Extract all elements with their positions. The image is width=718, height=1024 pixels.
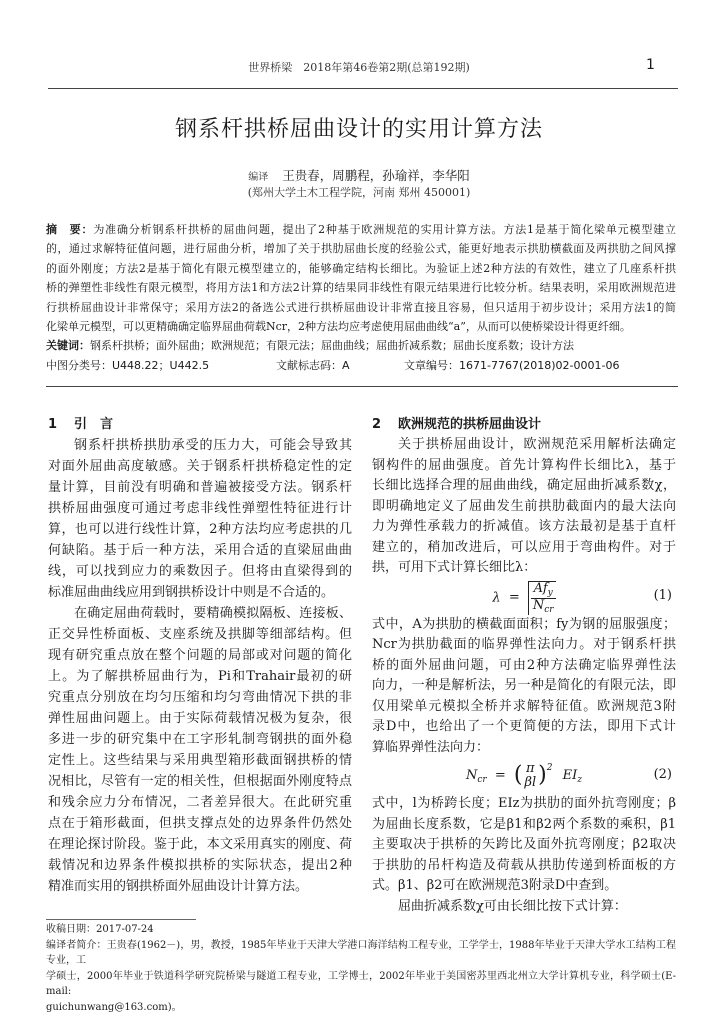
line-text: 化梁单元模型，可以更精确确定临界屈曲荷载Ncr，2种方法均应考虑使用屈曲曲线“a”，从而可以使桥梁设计得更纤细。 xyxy=(46,320,631,334)
translator-tag: 编译 xyxy=(248,172,269,183)
text-line xyxy=(48,687,352,708)
line-text: 钢系杆拱桥拱肋承受的压力大，可能会导致其 xyxy=(74,438,352,453)
text-line xyxy=(48,813,352,834)
sqrt-sign xyxy=(528,581,556,615)
line-text: 和残余应力分布情况，二者差异很大。在此研究重 xyxy=(48,795,352,810)
line-text: 主要取决于拱桥的矢跨比及面外抗弯刚度；β2取决 xyxy=(372,837,676,852)
text-line xyxy=(372,697,676,718)
denominator: βl xyxy=(524,774,537,790)
right-column xyxy=(372,414,676,917)
section-title: 欧洲规范的拱桥屈曲设计 xyxy=(398,417,542,432)
subscript: cr xyxy=(544,604,554,615)
fraction xyxy=(522,762,538,790)
keywords-value: 钢系杆拱桥；面外屈曲；欧洲规范；有限元法；屈曲曲线；屈曲折减系数；屈曲长度系数；设计方法 xyxy=(90,339,574,353)
paragraph xyxy=(48,603,352,897)
line-text: 关于拱桥屈曲设计，欧洲规范采用解析法确定 xyxy=(398,437,676,452)
subscript: cr xyxy=(477,775,487,785)
text-line xyxy=(372,676,676,697)
footnote xyxy=(46,922,676,1015)
line-text: 式。β1、β2可在欧洲规范3附录D中查到。 xyxy=(372,878,618,893)
paragraph xyxy=(48,435,352,603)
line-text: 桥的弹塑性非线性有限元模型，将用方法1和方法2计算的结果同非线性有限元结果进行比较分析。结果表明，采用欧洲规范进 xyxy=(46,281,676,295)
line-text: 桥的面外屈曲问题，可由2种方法确定临界弹性法 xyxy=(372,657,676,673)
text-line xyxy=(48,456,352,477)
text-line xyxy=(372,656,676,677)
line-text: 在理论探讨阶段。鉴于此，本文采用真实的刚度、荷 xyxy=(48,837,352,852)
line-text: 多进一步的研究集中在工字形轧制弯钢拱的面外稳 xyxy=(48,732,352,747)
numerator: π xyxy=(526,760,535,776)
eq-rhs: EI xyxy=(562,768,578,783)
line-text: 编译者简介：王贵春(1962－)，男，教授，1985年毕业于天津大学港口海洋结构工程专业，工学学士，1988年毕业于天津大学水工结构工程专业，工 xyxy=(46,939,676,966)
line-text: 在确定屈曲荷载时，要精确模拟隔板、连接板、 xyxy=(74,606,352,621)
line-text: 精准而实用的钢拱桥面外屈曲设计计算方法。 xyxy=(48,879,309,894)
left-paren: ( xyxy=(513,762,523,788)
equation-1 xyxy=(372,579,676,615)
exponent: 2 xyxy=(546,763,553,773)
left-column xyxy=(48,414,352,897)
line-text: 算，也可以进行线性计算，2种方法均应考虑拱的几 xyxy=(48,522,352,537)
line-text: 正交异性桥面板、支座系统及拱脚等细部结构。但 xyxy=(48,627,352,642)
fraction xyxy=(531,582,556,615)
author-names: 王贵春，周鹏程，孙瑜祥，李华阳 xyxy=(282,168,470,183)
document-code: 文献标志码：A xyxy=(276,358,350,372)
text-line xyxy=(48,834,352,855)
text-line xyxy=(372,876,676,897)
text-line xyxy=(372,517,676,538)
section-heading-2 xyxy=(372,414,676,435)
line-text: 的，通过求解特征值问题，进行屈曲分析，增加了关于拱肋屈曲长度的经验公式，能更好地表示拱肋横截面及两拱肋之间风撑 xyxy=(46,242,676,256)
author-line xyxy=(0,166,718,184)
line-text: 定性上。这些结果与采用典型箱形截面钢拱桥的情 xyxy=(48,753,352,768)
line-text: 上。为了解拱桥屈曲行为，Pi和Trahair最初的研 xyxy=(48,669,352,684)
text-line xyxy=(372,738,676,759)
line-text: 学硕士，2000年毕业于铁道科学研究院桥梁与隧道工程专业，工学博士，2002年毕业于美国密苏里西北州立大学计算机专业，科学硕士(E-mail: xyxy=(46,970,676,997)
text-line xyxy=(46,239,676,258)
subscript: z xyxy=(577,775,583,785)
line-text: 为屈曲长度系数，它是β1和β2两个系数的乘积，β1 xyxy=(372,816,676,832)
text-line xyxy=(372,615,676,636)
line-text: 现有研究重点放在整个问题的局部或对问题的简化 xyxy=(48,648,352,663)
line-text: 何缺陷。基于后一种方法，采用合适的直梁屈曲曲 xyxy=(48,543,352,558)
line-text: 的面外刚度；方法2是基于简化有限元模型建立的，能够确定结构长细比。为验证上述2种方法的有效性，建立了几座系杆拱 xyxy=(46,261,676,275)
text-line xyxy=(48,750,352,771)
line-text: 弹性屈曲问题上。由于实际荷载情况极为复杂，很 xyxy=(48,711,352,726)
text-line xyxy=(372,558,676,579)
text-line xyxy=(48,771,352,792)
text-line xyxy=(48,519,352,540)
line-text: Ncr为拱肋截面的临界弹性法向力。对于钢系杆拱 xyxy=(372,637,676,652)
section-title: 引 言 xyxy=(74,417,114,432)
text-line xyxy=(372,794,676,815)
text-line xyxy=(48,540,352,561)
line-text: 量计算，目前没有明确和普遍被接受方法。钢系杆 xyxy=(48,480,352,495)
eq-sign: = xyxy=(494,768,506,783)
header-rule xyxy=(48,88,678,89)
affiliation: (郑州大学土木工程学院，河南 郑州 450001) xyxy=(247,186,471,199)
line-text: 拱，可用下式计算长细比λ： xyxy=(372,560,537,575)
text-line xyxy=(372,497,676,518)
line-text: 钢构件的屈曲强度。首先计算构件长细比λ，基于 xyxy=(372,457,676,473)
paragraph xyxy=(372,897,676,918)
page-number: 1 xyxy=(646,57,655,73)
line-text: 况相比，尽管有一定的相关性，但根据面外刚度特点 xyxy=(48,774,352,789)
front-matter xyxy=(46,220,676,375)
line-text: 行拱桥屈曲设计非常保守；采用方法2的备选公式进行拱桥屈曲设计非常直接且容易，但只适用于初步设计；采用方法1的简 xyxy=(46,300,676,314)
line-text: 为准确分析钢系杆拱桥的屈曲问题，提出了2种基于欧洲规范的实用计算方法。方法1是基于简化梁单元模型建立 xyxy=(93,223,677,236)
line-text: 线，可以找到应力的乘数因子。但将由直梁得到的 xyxy=(48,564,352,579)
line-text: 即明确地定义了屈曲发生前拱肋截面内的最大法向 xyxy=(372,498,676,514)
line-text: 于拱肋的吊杆构造及荷载从拱肋传递到桥面板的方 xyxy=(372,857,676,873)
line-text: guichunwang@163.com)。 xyxy=(46,1001,182,1013)
equation-2 xyxy=(372,758,676,794)
text-line xyxy=(48,561,352,582)
paragraph xyxy=(372,435,676,579)
text-line xyxy=(48,582,352,603)
denominator: N xyxy=(532,597,545,613)
paper-title: 钢系杆拱桥屈曲设计的实用计算方法 xyxy=(174,117,543,142)
keywords-label: 关键词： xyxy=(46,339,90,353)
line-text: 算临界弹性法向力： xyxy=(372,739,490,755)
text-line xyxy=(46,298,676,317)
text-line xyxy=(48,477,352,498)
line-text: 屈曲折减系数χ可由长细比按下式计算： xyxy=(398,898,627,914)
footnote-rule xyxy=(46,919,196,920)
section-heading-1 xyxy=(48,414,352,435)
text-line xyxy=(372,856,676,877)
line-text: 向力，一种是解析法，另一种是简化的有限元法，即 xyxy=(372,678,676,693)
line-text: 收稿日期：2017-07-24 xyxy=(46,924,154,935)
section-number: 2 xyxy=(372,417,382,432)
text-line xyxy=(48,435,352,456)
paragraph xyxy=(372,794,676,897)
abstract xyxy=(46,220,676,336)
text-line xyxy=(48,876,352,897)
text-line xyxy=(372,897,676,918)
classification-line xyxy=(46,356,676,375)
text-line xyxy=(372,835,676,856)
line-text: 究重点分别放在均匀压缩和均匀弯曲情况下拱的非 xyxy=(48,690,352,705)
line-text: 式中，A为拱肋的横截面面积；fy为钢的屈服强度； xyxy=(372,616,676,632)
text-line xyxy=(46,922,676,938)
text-line xyxy=(46,220,676,239)
equation-number: (1) xyxy=(653,587,672,603)
abstract-label: 摘 要： xyxy=(46,223,94,236)
line-text: 标准屈曲曲线应用到钢拱桥设计中则是不合适的。 xyxy=(48,585,335,600)
equation-number: (2) xyxy=(653,767,672,782)
text-line xyxy=(372,476,676,497)
text-line xyxy=(46,317,676,336)
paragraph xyxy=(372,615,676,759)
text-line xyxy=(46,278,676,297)
text-line xyxy=(48,708,352,729)
text-line xyxy=(48,666,352,687)
text-line xyxy=(372,538,676,559)
eq-sign: = xyxy=(508,590,520,605)
article-number: 文章编号：1671-7767(2018)02-0001-06 xyxy=(404,358,620,372)
line-text: 拱桥屈曲强度可通过考虑非线性弹塑性特征进行计 xyxy=(48,501,352,516)
line-text: 式中，l为桥跨长度；EIz为拱肋的面外抗弯刚度；β xyxy=(372,796,676,811)
subscript: y xyxy=(547,587,553,598)
right-paren: ) xyxy=(538,762,547,788)
text-line xyxy=(46,259,676,278)
running-header: 世界桥梁 2018年第46卷第2期(总第192期) xyxy=(248,61,470,74)
text-line xyxy=(48,792,352,813)
line-text: 载情况和边界条件模拟拱桥的实际状态，提出2种 xyxy=(48,858,352,873)
text-line xyxy=(46,1000,676,1016)
line-text: 对面外屈曲高度敏感。关于钢系杆拱桥稳定性的定 xyxy=(48,459,352,474)
line-text: 仅用梁单元模拟全桥并求解特征值。欧洲规范3附 xyxy=(372,698,676,714)
numerator: Af xyxy=(533,580,548,596)
text-line xyxy=(372,456,676,477)
text-line xyxy=(48,729,352,750)
clc-number: 中图分类号：U448.22；U442.5 xyxy=(46,358,210,372)
keywords xyxy=(46,336,676,355)
eq-lhs: λ xyxy=(492,590,501,605)
eq-lhs: N xyxy=(465,768,478,783)
text-line xyxy=(48,498,352,519)
text-line xyxy=(372,635,676,656)
section-number: 1 xyxy=(48,417,58,432)
line-text: 力为弹性承载力的折减值。该方法最初是基于直杆 xyxy=(372,519,676,534)
text-line xyxy=(48,855,352,876)
line-text: 点在于箱形截面，但拱支撑点处的边界条件仍然处 xyxy=(48,816,352,831)
text-line xyxy=(48,624,352,645)
text-line xyxy=(372,435,676,456)
text-line xyxy=(48,645,352,666)
text-line xyxy=(372,815,676,836)
line-text: 录D中，也给出了一个更简便的方法，即用下式计 xyxy=(372,719,676,734)
text-line xyxy=(46,969,676,1000)
text-line xyxy=(372,717,676,738)
abstract-rule xyxy=(46,386,678,387)
line-text: 建立的，稍加改进后，可以应用于弯曲构件。对于 xyxy=(372,539,676,555)
line-text: 长细比选择合理的屈曲曲线，确定屈曲折减系数χ， xyxy=(372,478,676,493)
text-line xyxy=(48,603,352,624)
text-line xyxy=(46,938,676,969)
